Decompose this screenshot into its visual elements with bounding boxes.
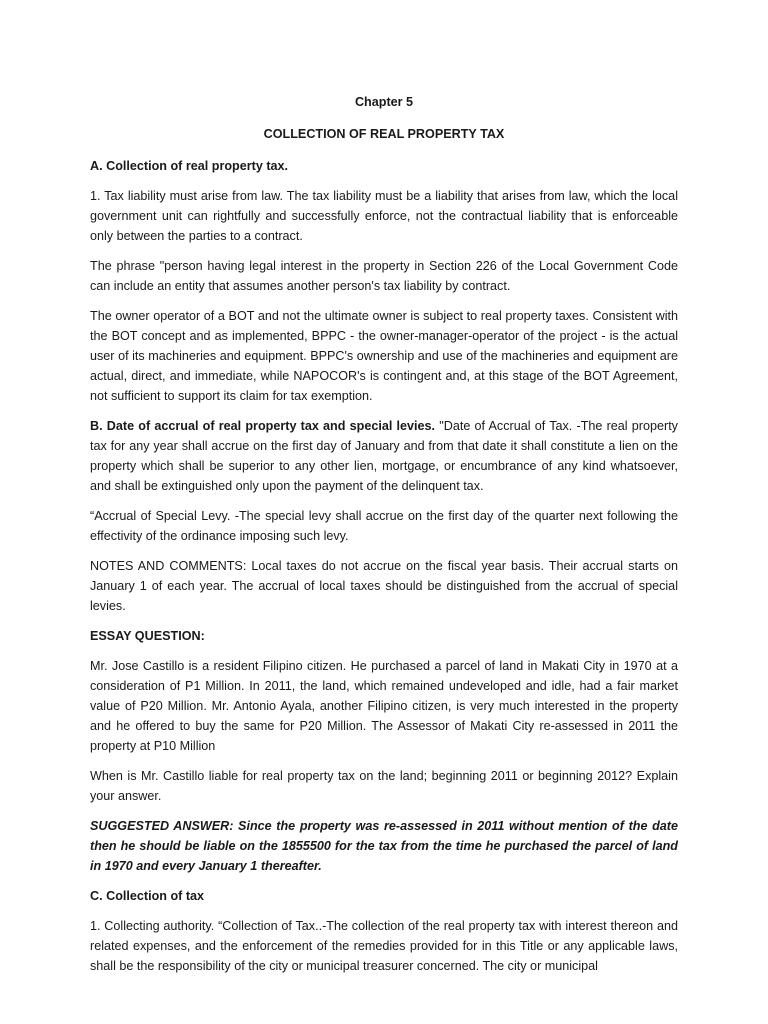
section-c-heading: C. Collection of tax xyxy=(90,889,205,903)
section-b-heading: B. Date of accrual of real property tax and special levies. xyxy=(90,419,436,433)
paragraph-collecting-authority: 1. Collecting authority. “Collection of Tax..-The collection of the real property tax with interest thereon and related expenses, and the enforcement of the remedies provided for in this Title or any applicable laws, shall be the responsibility of the city or municipal treasurer concerned. The city or municipal xyxy=(90,919,678,973)
notes-text: Local taxes do not accrue on the fiscal year basis. Their accrual starts on January 1 of each year. The accrual of local taxes should be distinguished from the accrual of special levies. xyxy=(90,559,679,613)
paragraph-notes xyxy=(90,556,678,616)
essay-heading: ESSAY QUESTION: xyxy=(90,629,205,643)
chapter-label: Chapter 5 xyxy=(354,95,414,109)
paragraph-essay: Mr. Jose Castillo is a resident Filipino citizen. He purchased a parcel of land in Makati City in 1970 at a consideration of P1 Million. In 2011, the land, which remained undeveloped and idle, had a fair market value of P20 Million. Mr. Antonio Ayala, another Filipino citizen, is very much interested in the property and he offered to buy the same for P20 Million. The Assessor of Makati City re-assessed in 2011 the property at P10 Million xyxy=(90,659,678,753)
section-a-heading: A. Collection of real property tax. xyxy=(90,159,289,173)
notes-label: NOTES AND COMMENTS: xyxy=(90,559,247,573)
paragraph-legal-interest: The phrase "person having legal interest in the property in Section 226 of the Local Government Code can include an entity that assumes another person's tax liability by contract. xyxy=(90,259,678,293)
suggested-answer: SUGGESTED ANSWER: Since the property was re-assessed in 2011 without mention of the date then he should be liable on the 1855500 for the tax from the time he purchased the parcel of land in 1970 and every January 1 thereafter. xyxy=(90,819,678,873)
paragraph-section-b xyxy=(90,416,678,496)
chapter-title: COLLECTION OF REAL PROPERTY TAX xyxy=(263,127,505,141)
paragraph-essay-question: When is Mr. Castillo liable for real property tax on the land; beginning 2011 or beginning 2012? Explain your answer. xyxy=(90,769,678,803)
paragraph-tax-liability: 1. Tax liability must arise from law. The tax liability must be a liability that arises from law, which the local government unit can rightfully and successfully enforce, not the contractual liability that is enforceable only between the parties to a contract. xyxy=(90,189,678,243)
paragraph-bot-owner: The owner operator of a BOT and not the ultimate owner is subject to real property taxes. Consistent with the BOT concept and as implemented, BPPC - the owner-manager-operator of the project - is the actual user of its machineries and equipment. BPPC's ownership and use of the machineries and equipment are actual, direct, and immediate, while NAPOCOR's is contingent and, at this stage of the BOT Agreement, not sufficient to support its claim for tax exemption. xyxy=(90,309,678,403)
paragraph-special-levy: “Accrual of Special Levy. -The special levy shall accrue on the first day of the quarter next following the effectivity of the ordinance imposing such levy. xyxy=(90,509,678,543)
section-b-text: "Date of Accrual of Tax. -The real property tax for any year shall accrue on the first day of January and from that date it shall constitute a lien on the property which shall be superior to any other lien, mortgage, or encumbrance of any kind whatsoever, and shall be extinguished only upon the payment of the delinquent tax. xyxy=(90,419,678,493)
